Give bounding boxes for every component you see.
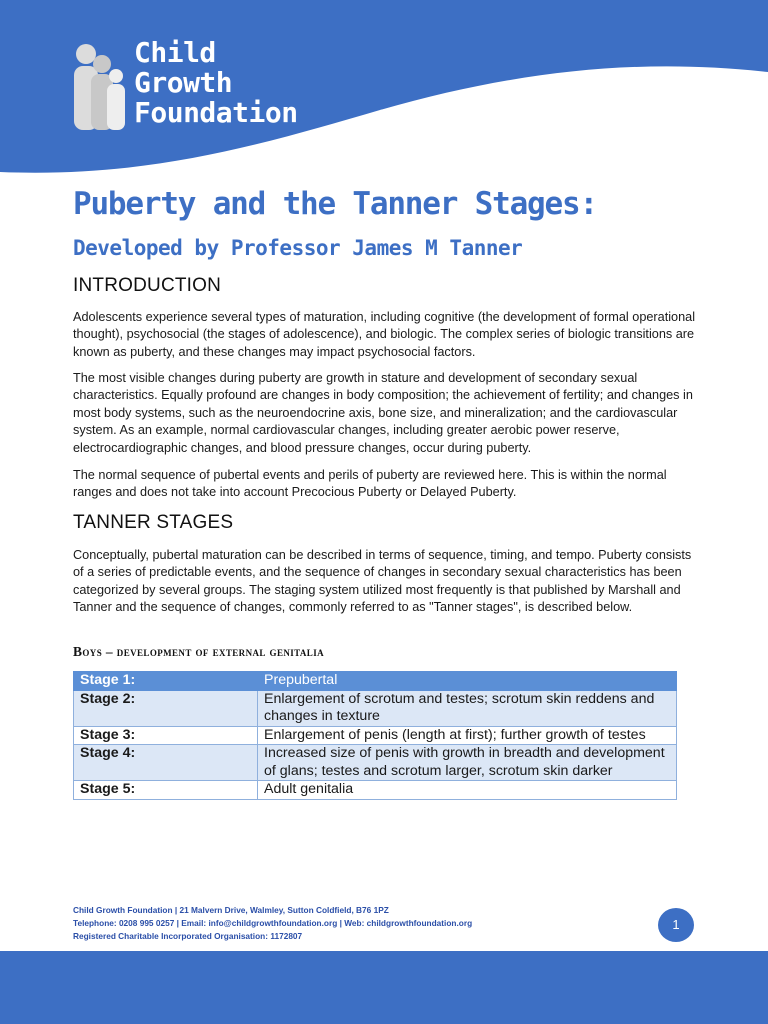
- table-caption: Boys – development of external genitalia: [73, 644, 324, 659]
- table-row: [74, 745, 677, 781]
- footer-address: Child Growth Foundation | 21 Malvern Drive, Walmley, Sutton Coldfield, B76 1PZ: [73, 905, 389, 915]
- stage-description: Prepubertal: [258, 672, 677, 691]
- page-title: Puberty and the Tanner Stages:: [73, 186, 597, 222]
- intro-paragraph-2: The most visible changes during puberty are growth in stature and development of secondary sexual characteristics. Equally profound are changes in body composition; the achievement of fertility; and changes in most body systems, such as the neuroendocrine axis, bone size, and mineralization; and the cardiovascular system. As an example, normal cardiovascular changes, including greater aerobic power reserve, electrocardiographic changes, and blood pressure changes, occur during puberty.: [73, 371, 693, 455]
- table-row: [74, 781, 677, 800]
- logo-line-1: Child: [134, 36, 216, 69]
- footer-bar: [0, 951, 768, 1024]
- introduction-heading: INTRODUCTION: [73, 275, 222, 296]
- logo-line-2: Growth: [134, 66, 233, 99]
- stage-description: Enlargement of penis (length at first); further growth of testes: [258, 726, 677, 745]
- stage-label: Stage 3:: [74, 726, 258, 745]
- tanner-stages-table: [73, 671, 677, 800]
- stage-label: Stage 1:: [74, 672, 258, 691]
- stage-label: Stage 4:: [74, 745, 258, 781]
- stage-description: Enlargement of scrotum and testes; scrotum skin reddens and changes in texture: [258, 690, 677, 726]
- tanner-paragraph: Conceptually, pubertal maturation can be described in terms of sequence, timing, and tempo. Puberty consists of a series of predictable events, and the sequence of changes in secondary sexual characteristics has been categorized by several groups. The staging system utilized most frequently is that published by Marshall and Tanner and the sequence of changes, commonly referred to as "Tanner stages", is described below.: [73, 548, 692, 615]
- footer-registration: Registered Charitable Incorporated Organisation: 1172807: [73, 931, 303, 941]
- intro-paragraph-3: The normal sequence of pubertal events and perils of puberty are reviewed here. This is within the normal ranges and does not take into account Precocious Puberty or Delayed Puberty.: [73, 468, 667, 500]
- page-number-badge: 1: [658, 908, 694, 942]
- table-row: [74, 690, 677, 726]
- stage-label: Stage 2:: [74, 690, 258, 726]
- stage-description: Increased size of penis with growth in breadth and development of glans; testes and scrotum larger, scrotum skin darker: [258, 745, 677, 781]
- page-subtitle: Developed by Professor James M Tanner: [73, 236, 523, 260]
- child-growth-foundation-logo: [72, 38, 342, 138]
- table-row: [74, 672, 677, 691]
- intro-paragraph-1: Adolescents experience several types of maturation, including cognitive (the development of formal operational thought), psychosocial (the stages of adolescence), and biologic. The complex series of biologic transitions are known as puberty, and these changes may impact psychosocial factors.: [73, 310, 696, 359]
- tanner-stages-heading: TANNER STAGES: [73, 512, 234, 533]
- family-figures-icon: [72, 42, 136, 134]
- footer-contact-details: Telephone: 0208 995 0257 | Email: info@childgrowthfoundation.org | Web: childgrowthfoundation.org: [73, 918, 473, 928]
- logo-line-3: Foundation: [134, 96, 298, 129]
- stage-description: Adult genitalia: [258, 781, 677, 800]
- table-row: [74, 726, 677, 745]
- footer-contact: [73, 904, 472, 943]
- logo-wordmark: [134, 38, 298, 128]
- stage-label: Stage 5:: [74, 781, 258, 800]
